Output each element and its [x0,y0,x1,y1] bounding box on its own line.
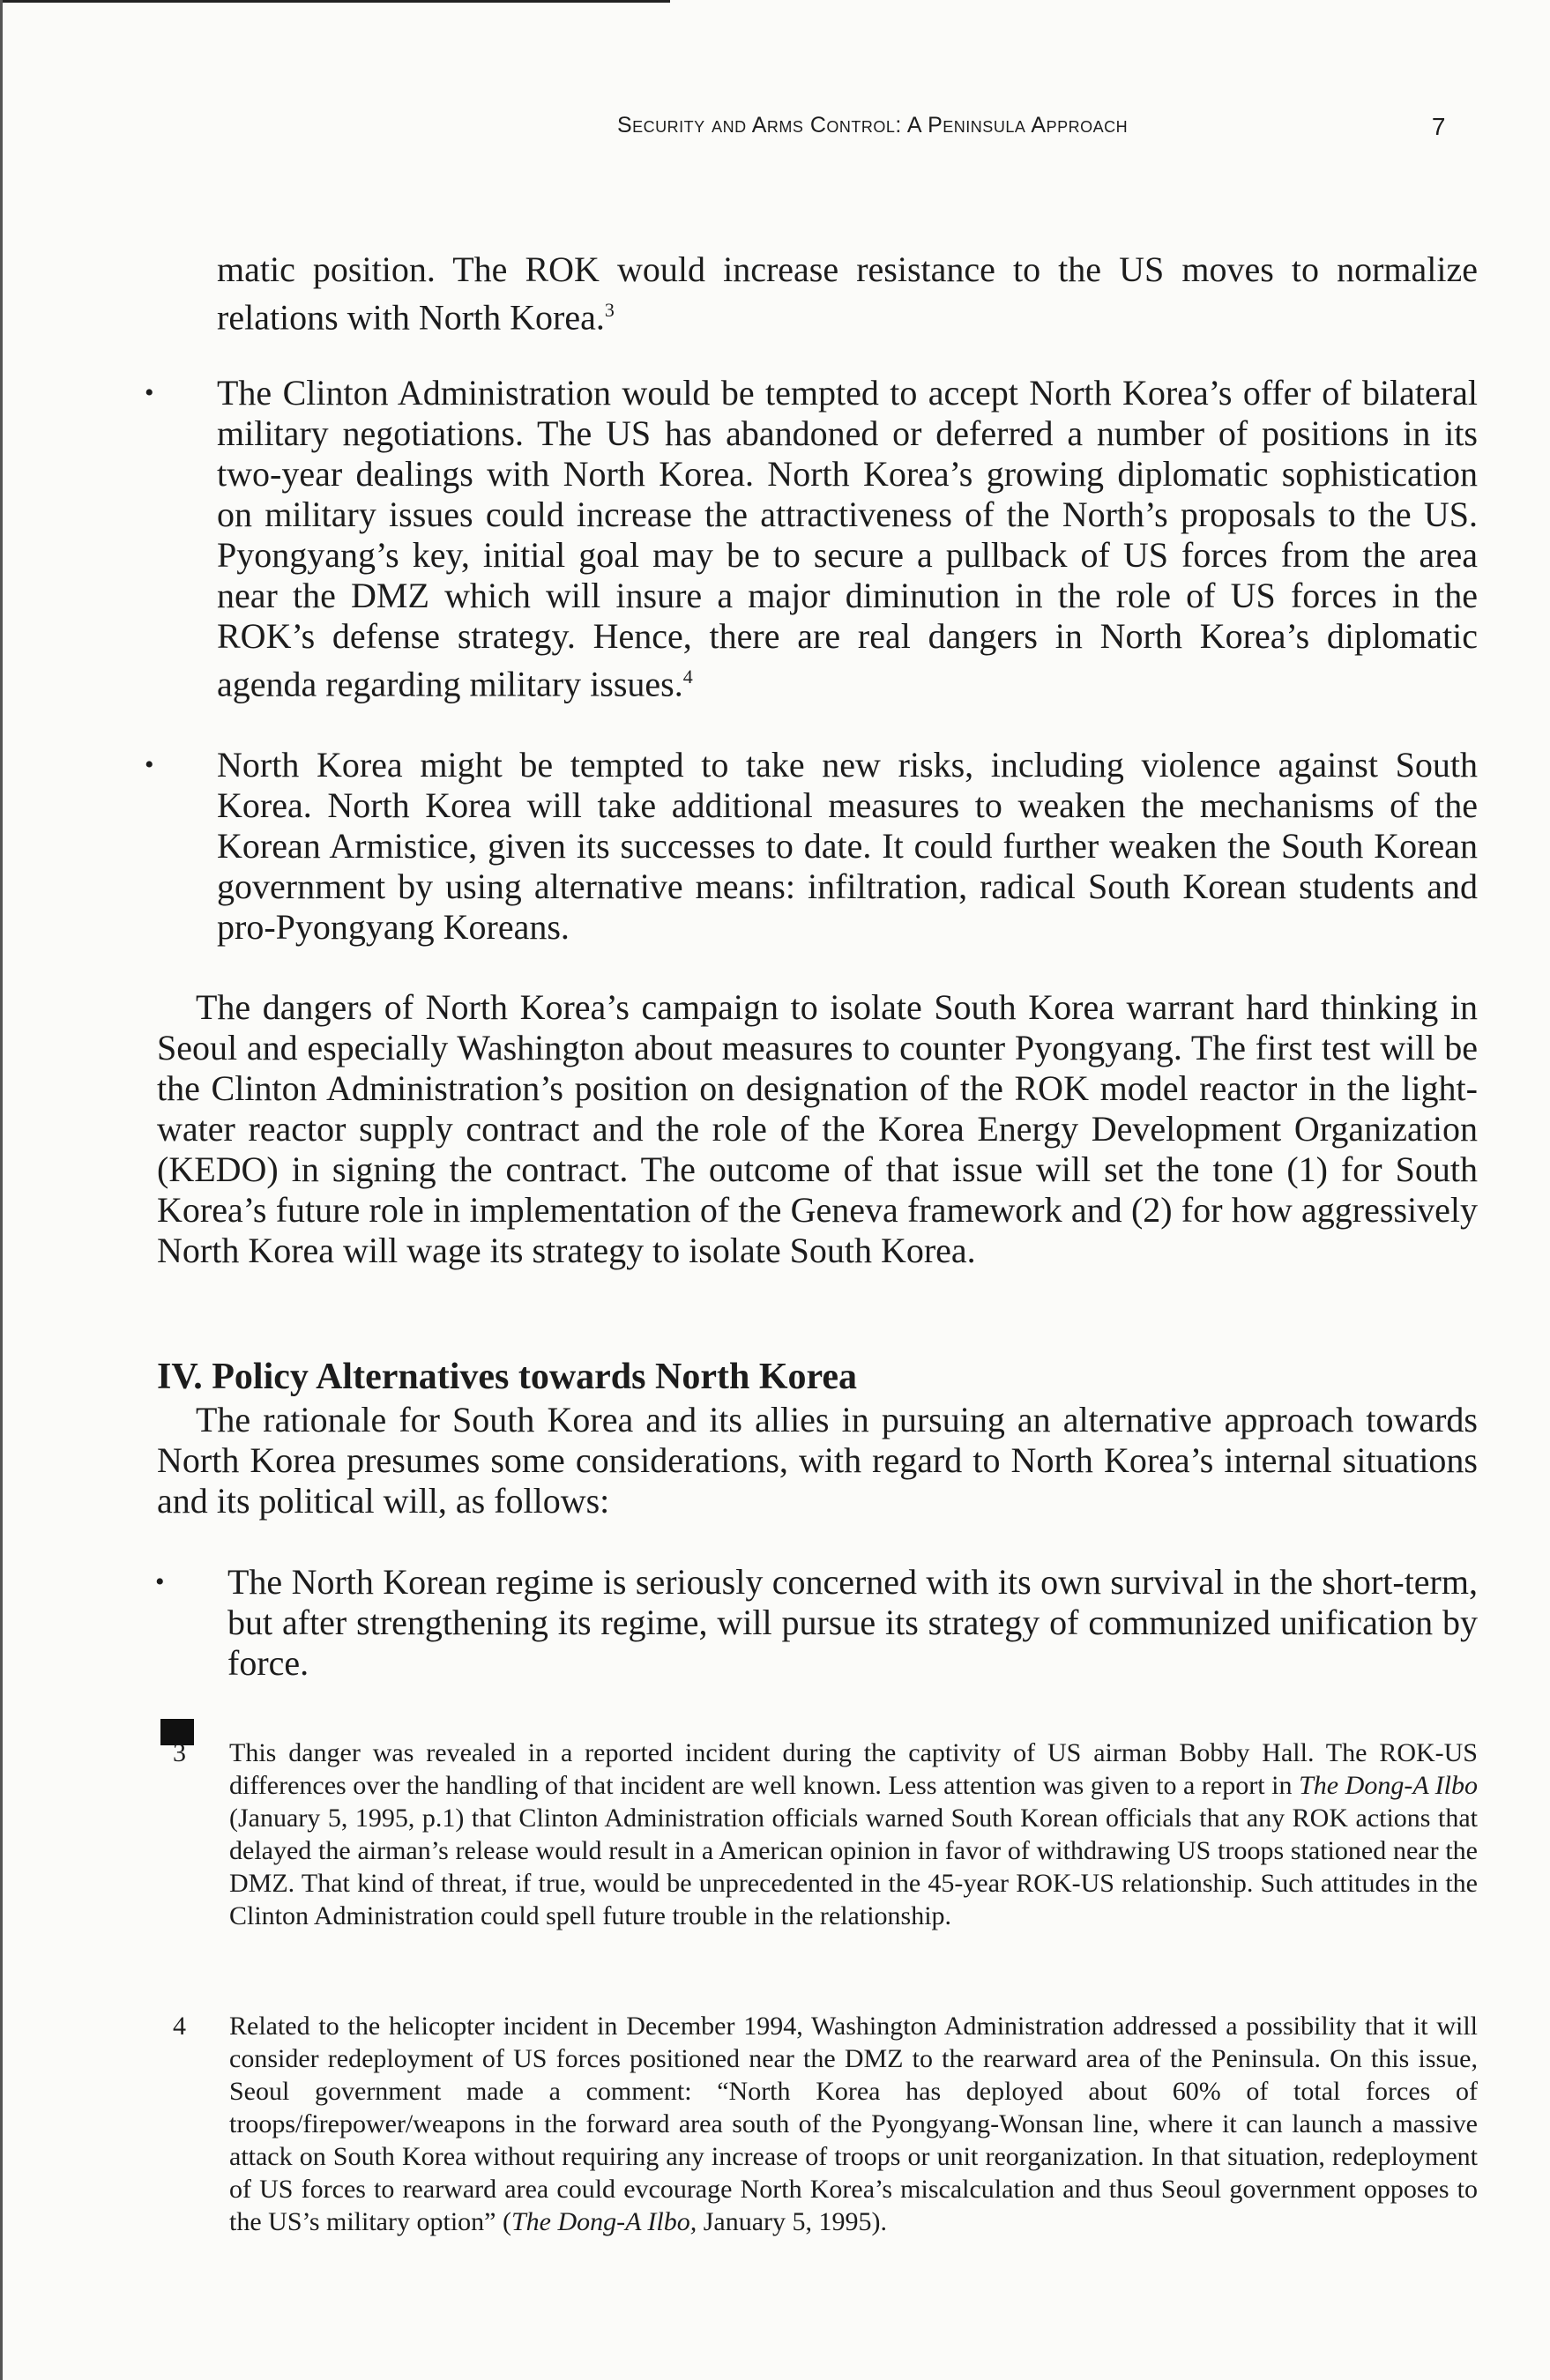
footnote-text: This danger was revealed in a reported incident during the captivity of US airman Bobby Hall. The ROK-US differences over the handling of that incident are well known. Less attention was given to a report in [229,1738,1478,1800]
bullet-icon: • [145,378,154,407]
footnote [173,2010,1478,2238]
continuation-text: matic position. The ROK would increase resistance to the US moves to normalize relations with North Korea. [217,249,1478,338]
footnote-source-title: The Dong-A Ilbo, [510,2207,697,2236]
left-border-rule [0,0,3,2380]
running-header [617,113,1446,138]
footnote-text: (January 5, 1995, p.1) that Clinton Administration officials warned South Korean officials that any ROK actions that delayed the airman’s release would result in a American opinion in favor of withdrawing US troops stationed near the DMZ. That kind of threat, if true, would be unprecedented in the 45-year ROK-US relationship. Such attitudes in the Clinton Administration could spell future trouble in the relationship. [229,1804,1478,1930]
continuation-paragraph [217,249,1478,338]
body-paragraph [157,987,1478,1271]
footnote-source-title: The Dong-A Ilbo [1299,1771,1479,1800]
page-number: 7 [1431,113,1446,140]
section-paragraph [157,1400,1478,1521]
section-paragraph-text: The rationale for South Korea and its allies in pursuing an alternative approach towards North Korea presumes some considerations, with regard to North Korea’s internal situations and its political will, as follows: [157,1400,1478,1521]
footnote-ref-3: 3 [604,299,615,321]
bullet-text: North Korea might be tempted to take new risks, including violence against South Korea. North Korea will take additional measures to weaken the mechanisms of the Korean Armistice, given its successes to date. It could further weaken the South Korean government by using alternative means: infiltration, radical South Korean students and pro-Pyongyang Koreans. [217,745,1478,947]
footnote-number: 3 [173,1738,186,1767]
bullet-item [145,745,1478,948]
running-title: Security and Arms Control: A Peninsula Approach [617,113,1129,138]
section-heading: IV. Policy Alternatives towards North Korea [157,1357,858,1397]
bullet-item [145,373,1478,704]
bullet-text: The North Korean regime is seriously concerned with its own survival in the short-term, but after strengthening its regime, will pursue its strategy of communized unification by force. [227,1562,1478,1683]
top-border-rule [0,0,670,3]
footnote-text: January 5, 1995). [697,2207,888,2236]
footnote [173,1737,1478,1932]
bullet-icon: • [145,750,154,779]
footnote-number: 4 [173,2012,186,2041]
bullet-item [155,1562,1478,1684]
bullet-icon: • [155,1567,165,1596]
bullet-text: The Clinton Administration would be tempted to accept North Korea’s offer of bilateral military negotiations. The US has abandoned or deferred a number of positions in its two-year dealings with North Korea. North Korea’s growing diplomatic sophistication on military issues could increase the attractiveness of the North’s proposals to the US. Pyongyang’s key, initial goal may be to secure a pullback of US forces from the area near the DMZ which will insure a major diminution in the role of US forces in the ROK’s defense strategy. Hence, there are real dangers in North Korea’s diplomatic agenda regarding military issues. [217,373,1478,704]
footnote-ref-4: 4 [682,666,693,688]
footnote-text: Related to the helicopter incident in December 1994, Washington Administration addressed a possibility that it will consider redeployment of US forces positioned near the DMZ to the rearward area of the Peninsula. On this issue, Seoul government made a comment: “North Korea has deployed about 60% of total forces of troops/firepower/weapons in the forward area south of the Pyongyang-Wonsan line, where it can launch a massive attack on South Korea without requiring any increase of troops or unit reorganization. In that situation, redeployment of US forces to rearward area could evcourage North Korea’s miscalculation and thus Seoul government opposes to the US’s military option” ( [229,2012,1478,2236]
paragraph-text: The dangers of North Korea’s campaign to isolate South Korea warrant hard thinking in Seoul and especially Washington about measures to counter Pyongyang. The first test will be the Clinton Administration’s position on designation of the ROK model reactor in the light-water reactor supply contract and the role of the Korea Energy Development Organization (KEDO) in signing the contract. The outcome of that issue will set the tone (1) for South Korea’s future role in implementation of the Geneva framework and (2) for how aggressively North Korea will wage its strategy to isolate South Korea. [157,987,1478,1270]
